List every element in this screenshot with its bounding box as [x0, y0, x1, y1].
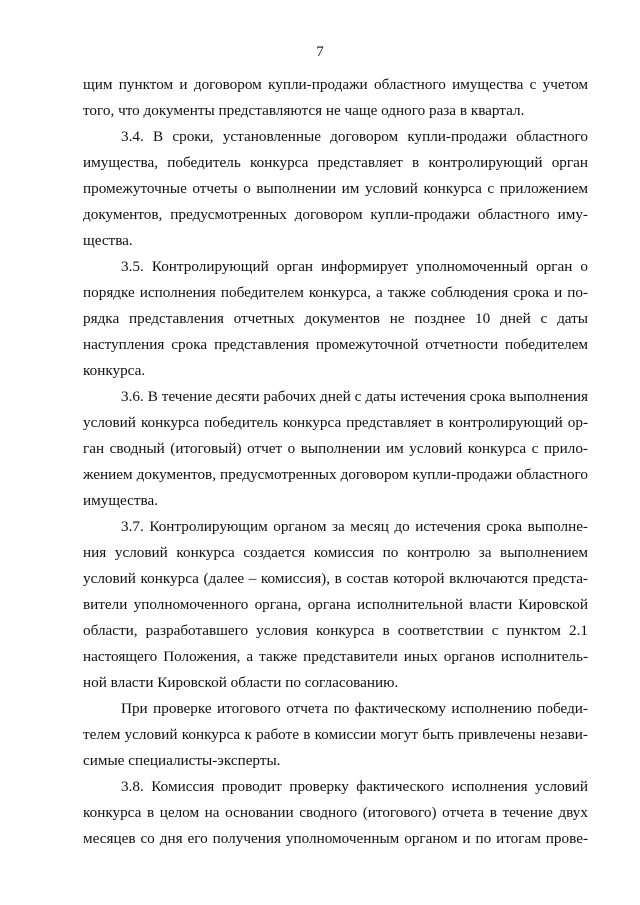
text-line: 3.8. Комиссия проводит проверку фактического исполнения условий: [121, 778, 588, 795]
text-line: того, что документы представляются не чаще одного раза в квартал.: [83, 102, 525, 119]
text-line: 3.6. В течение десяти рабочих дней с даты истечения срока выполнения: [121, 388, 588, 405]
text-line: 3.7. Контролирующим органом за месяц до истечения срока выполне-: [121, 518, 588, 535]
text-line: ной власти Кировской области по согласованию.: [83, 674, 399, 691]
text-line: имущества.: [83, 492, 159, 509]
text-line: документов, предусмотренных договором купли-продажи областного иму-: [83, 206, 588, 223]
text-line: симые специалисты-эксперты.: [83, 752, 281, 769]
text-line: конкурса.: [83, 362, 146, 379]
text-line: рядка представления отчетных документов не позднее 10 дней с даты: [83, 310, 588, 327]
text-line: настоящего Положения, а также представители иных органов исполнитель-: [83, 648, 588, 665]
text-line: телем условий конкурса к работе в комиссии могут быть привлечены незави-: [83, 726, 588, 743]
text-line: жением документов, предусмотренных договором купли-продажи областного: [83, 466, 588, 483]
text-line: условий конкурса победитель конкурса представляет в контролирующий ор-: [83, 414, 588, 431]
text-line: ния условий конкурса создается комиссия по контролю за выполнением: [83, 544, 588, 561]
text-line: При проверке итогового отчета по фактическому исполнению победи-: [121, 700, 588, 717]
text-line: вители уполномоченного органа, органа исполнительной власти Кировской: [83, 596, 588, 613]
text-line: имущества, победитель конкурса представляет в контролирующий орган: [83, 154, 588, 171]
text-line: 3.5. Контролирующий орган информирует уполномоченный орган о: [121, 258, 588, 275]
text-line: порядке исполнения победителем конкурса, а также соблюдения срока и по-: [83, 284, 588, 301]
text-line: условий конкурса (далее – комиссия), в состав которой включаются предста-: [83, 570, 588, 587]
text-line: ган сводный (итоговый) отчет о выполнении им условий конкурса с прило-: [83, 440, 588, 457]
text-line: щества.: [83, 232, 133, 249]
text-line: промежуточные отчеты о выполнении им условий конкурса с приложением: [83, 180, 588, 197]
text-line: 3.4. В сроки, установленные договором купли-продажи областного: [121, 128, 588, 145]
text-line: щим пунктом и договором купли-продажи областного имущества с учетом: [83, 76, 588, 93]
page-number: 7: [316, 44, 324, 60]
text-line: наступления срока представления промежуточной отчетности победителем: [83, 336, 588, 353]
text-line: области, разработавшего условия конкурса в соответствии с пунктом 2.1: [83, 622, 588, 639]
text-line: конкурса в целом на основании сводного (итогового) отчета в течение двух: [83, 804, 588, 821]
text-line: месяцев со дня его получения уполномоченным органом и по итогам прове-: [83, 830, 588, 847]
